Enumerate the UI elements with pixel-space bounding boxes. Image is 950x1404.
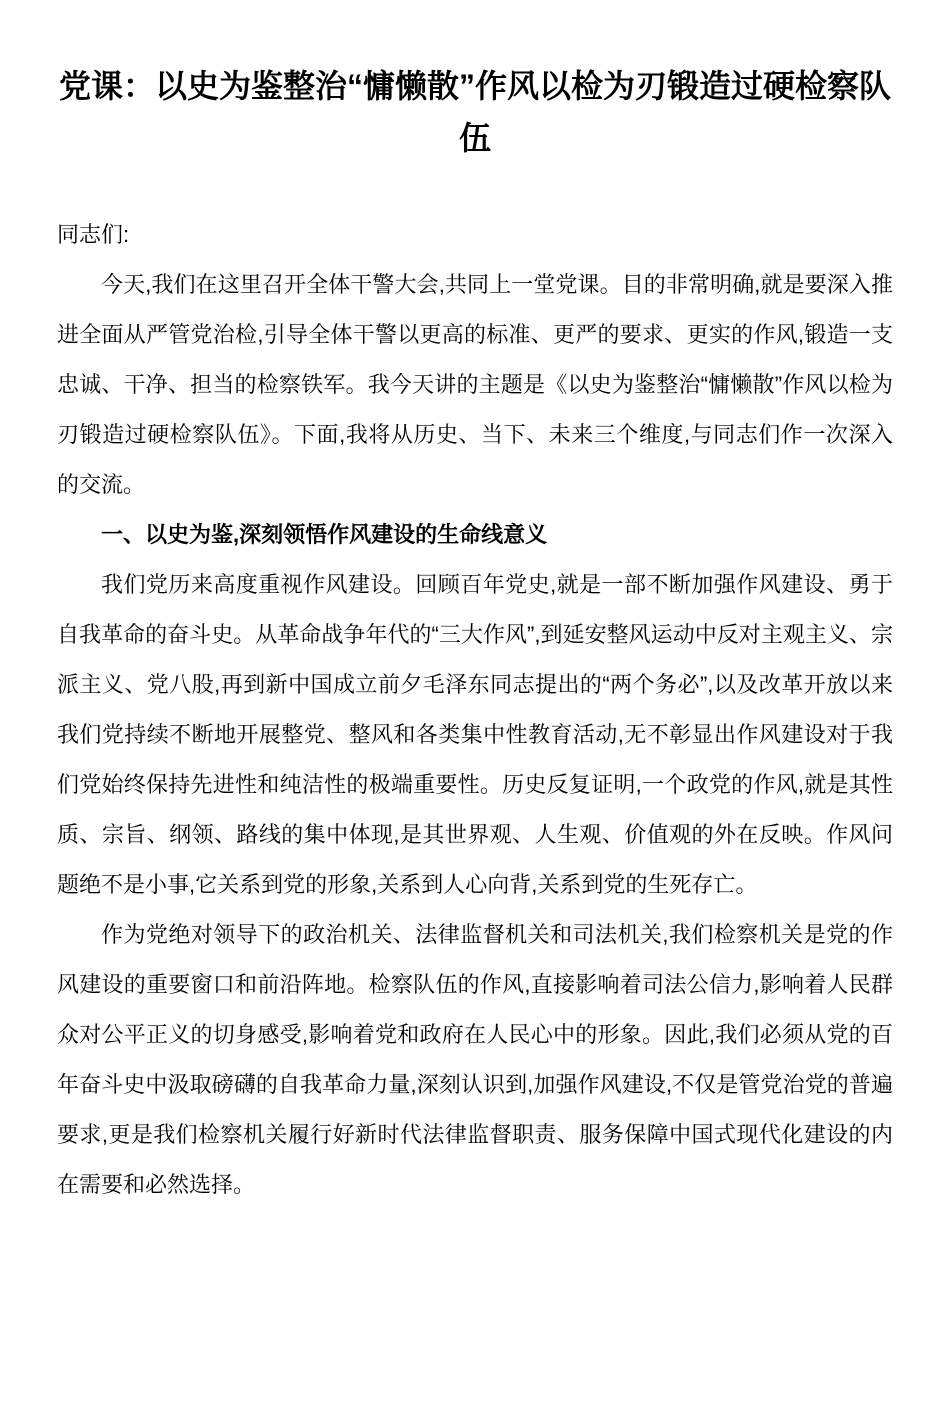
- salutation: 同志们:: [57, 222, 130, 247]
- paragraph-history: 我们党历来高度重视作风建设。回顾百年党史,就是一部不断加强作风建设、勇于自我革命的奋斗史。从革命战争年代的“三大作风”,到延安整风运动中反对主观主义、宗派主义、党八股,再到新中国成立前夕毛泽东同志提出的“两个务必”,以及改革开放以来我们党持续不断地开展整党、整风和各类集中性教育活动,无不彰显出作风建设对于我们党始终保持先进性和纯洁性的极端重要性。历史反复证明,一个政党的作风,就是其性质、宗旨、纲领、路线的集中体现,是其世界观、人生观、价值观的外在反映。作风问题绝不是小事,它关系到党的形象,关系到人心向背,关系到党的生死存亡。: [57, 572, 893, 897]
- page-title: 党课：以史为鉴整治“慵懒散”作风以检为刃锻造过硬检察队伍: [58, 68, 891, 156]
- document-body: [57, 210, 893, 1210]
- section-heading-1: 一、以史为鉴,深刻领悟作风建设的生命线意义: [101, 522, 548, 547]
- paragraph-procuratorate: 作为党绝对领导下的政治机关、法律监督机关和司法机关,我们检察机关是党的作风建设的重要窗口和前沿阵地。检察队伍的作风,直接影响着司法公信力,影响着人民群众对公平正义的切身感受,影响着党和政府在人民心中的形象。因此,我们必须从党的百年奋斗史中汲取磅礴的自我革命力量,深刻认识到,加强作风建设,不仅是管党治党的普遍要求,更是我们检察机关履行好新时代法律监督职责、服务保障中国式现代化建设的内在需要和必然选择。: [57, 922, 893, 1197]
- document-page: [0, 60, 950, 1404]
- paragraph-intro: 今天,我们在这里召开全体干警大会,共同上一堂党课。目的非常明确,就是要深入推进全面从严管党治检,引导全体干警以更高的标准、更严的要求、更实的作风,锻造一支忠诚、干净、担当的检察铁军。我今天讲的主题是《以史为鉴整治“慵懒散”作风以检为刃锻造过硬检察队伍》。下面,我将从历史、当下、未来三个维度,与同志们作一次深入的交流。: [57, 272, 893, 497]
